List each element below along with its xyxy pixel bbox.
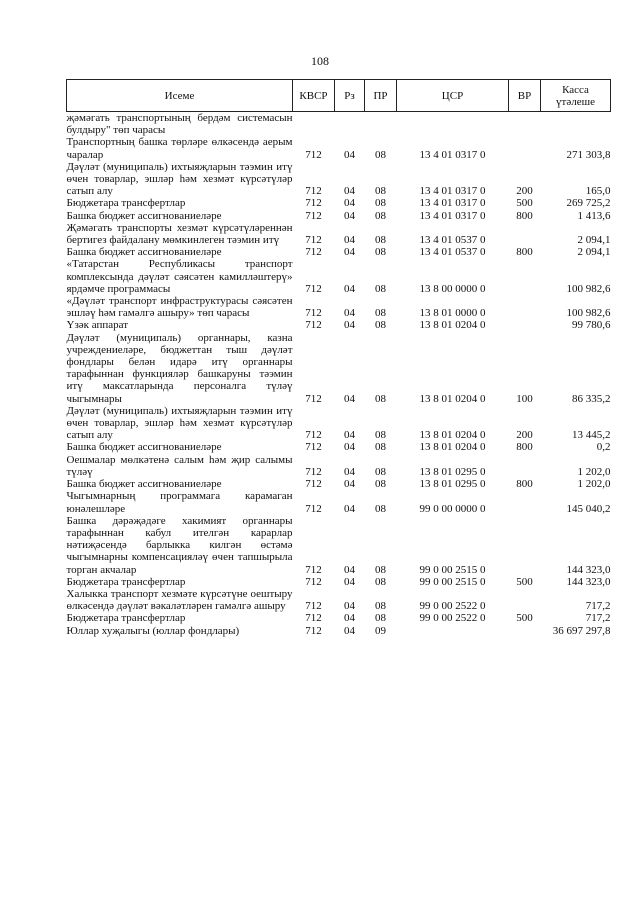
cell-rz (335, 112, 365, 137)
cell-sum: 13 445,2 (572, 429, 611, 442)
cell-name: Бюджетара трансфертлар (66, 575, 186, 588)
cell-sum: 269 725,2 (566, 197, 611, 210)
cell-name: Башка бюджет ассигнованиеләре (66, 441, 222, 454)
cell-name: Бюджетара трансфертлар (66, 197, 186, 210)
cell-name: Башка бюджет ассигнованиеләре (66, 246, 222, 259)
cell-sum: 1 202,0 (577, 478, 611, 491)
cell-pr (365, 112, 397, 137)
cell-csr: 13 8 01 0204 0 (419, 319, 486, 332)
cell-kvsr: 712 (305, 148, 322, 161)
cell-name: «Дәүләт транспорт инфраструктурасы сәясәтен эшләү һәм гамәлгә ашыру» төп чарасы (66, 295, 293, 320)
cell-kvsr: 712 (305, 185, 322, 198)
cell-sum: 271 303,8 (566, 148, 611, 161)
header-pr: ПР (365, 80, 397, 112)
cell-kvsr: 712 (305, 441, 322, 454)
cell-kvsr: 712 (305, 612, 322, 625)
header-vr: ВР (509, 80, 541, 112)
cell-pr: 08 (375, 197, 386, 210)
cell-sum: 717,2 (585, 612, 611, 625)
cell-name: «Татарстан Республикасы транспорт комплексында дәүләт сәясәтен камилләштерү» ярдәмче программасы (66, 258, 293, 295)
cell-sum: 99 780,6 (572, 319, 611, 332)
cell-rz: 04 (344, 465, 355, 478)
table-row (67, 319, 611, 331)
cell-name: Оешмалар мөлкәтенә салым һәм җир салымы түләү (66, 453, 293, 478)
cell-csr: 13 4 01 0317 0 (419, 197, 486, 210)
cell-csr: 13 8 01 0295 0 (419, 478, 486, 491)
table-row (67, 136, 611, 160)
table-row (67, 478, 611, 490)
cell-kvsr: 712 (305, 575, 322, 588)
cell-vr (509, 588, 541, 612)
cell-pr: 08 (375, 575, 386, 588)
cell-vr: 200 (516, 429, 533, 442)
cell-sum: 0,2 (596, 441, 611, 454)
cell-kvsr: 712 (305, 319, 322, 332)
table-row (67, 454, 611, 478)
cell-kvsr: 712 (305, 246, 322, 259)
cell-rz: 04 (344, 148, 355, 161)
cell-rz: 04 (344, 612, 355, 625)
cell-pr: 08 (375, 148, 386, 161)
cell-vr: 500 (516, 612, 533, 625)
header-name: Исеме (67, 80, 293, 112)
cell-pr: 08 (375, 209, 386, 222)
cell-kvsr: 712 (305, 478, 322, 491)
cell-rz: 04 (344, 600, 355, 613)
table-row (67, 441, 611, 453)
cell-csr: 13 4 01 0537 0 (419, 246, 486, 259)
cell-pr: 08 (375, 319, 386, 332)
cell-kvsr: 712 (305, 392, 322, 405)
cell-name: Башка дәрәҗәдәге хакимият органнары тарафыннан кабул ителгән карарлар нәтиҗәсендә барлыкка килгән өстәмә чыгымнарны компенсацияләү өчен тапшырыла торган акчалар (66, 514, 293, 576)
cell-csr (397, 112, 509, 137)
cell-sum: 36 697 297,8 (552, 624, 611, 637)
cell-vr: 100 (516, 392, 533, 405)
cell-sum: 1 413,6 (577, 209, 611, 222)
cell-kvsr: 712 (305, 563, 322, 576)
cell-csr: 13 8 01 0204 0 (419, 429, 486, 442)
table-row (67, 112, 611, 137)
cell-name: Чыгымнарның программага карамаган юнәлешләре (66, 490, 293, 515)
table-header (67, 80, 611, 112)
cell-kvsr: 712 (305, 429, 322, 442)
cell-rz: 04 (344, 185, 355, 198)
cell-vr: 800 (516, 478, 533, 491)
cell-sum: 2 094,1 (577, 246, 611, 259)
cell-csr: 13 4 01 0317 0 (419, 209, 486, 222)
cell-sum: 2 094,1 (577, 234, 611, 247)
cell-csr: 99 0 00 2515 0 (419, 563, 486, 576)
cell-csr: 13 4 01 0537 0 (419, 234, 486, 247)
cell-sum: 717,2 (585, 600, 611, 613)
cell-vr: 500 (516, 197, 533, 210)
cell-csr: 13 8 01 0295 0 (419, 465, 486, 478)
cell-rz: 04 (344, 246, 355, 259)
cell-name: Дәүләт (муниципаль) органнары, казна учреждениеләре, бюджеттан тыш дәүләт фондлары белән идарә итү органнары тарафыннан функцияләр башкаруны тәэмин итү максатларында персоналга түләү чыгымнары (66, 331, 293, 405)
table-body (67, 112, 611, 637)
cell-vr: 200 (516, 185, 533, 198)
table-row (67, 246, 611, 258)
cell-pr: 08 (375, 234, 386, 247)
cell-csr (397, 625, 509, 637)
cell-kvsr: 712 (305, 282, 322, 295)
cell-pr: 08 (375, 307, 386, 320)
cell-vr (509, 319, 541, 331)
cell-csr: 13 4 01 0317 0 (419, 148, 486, 161)
cell-vr (509, 112, 541, 137)
header-rz: Рз (335, 80, 365, 112)
table-row (67, 210, 611, 222)
cell-sum (541, 112, 611, 137)
cell-vr (509, 625, 541, 637)
cell-pr: 08 (375, 465, 386, 478)
cell-vr (509, 258, 541, 295)
cell-csr: 13 8 01 0204 0 (419, 441, 486, 454)
page-number: 108 (311, 54, 329, 68)
cell-rz: 04 (344, 624, 355, 637)
table-row (67, 161, 611, 198)
cell-pr: 08 (375, 429, 386, 442)
cell-kvsr: 712 (305, 234, 322, 247)
cell-kvsr: 712 (305, 197, 322, 210)
cell-sum: 144 323,0 (566, 563, 611, 576)
cell-rz: 04 (344, 429, 355, 442)
budget-table (66, 79, 611, 637)
cell-name: Үзәк аппарат (66, 319, 129, 332)
table-row (67, 197, 611, 209)
cell-pr: 08 (375, 612, 386, 625)
table-row (67, 576, 611, 588)
table-row (67, 612, 611, 624)
cell-vr (509, 295, 541, 319)
cell-rz: 04 (344, 502, 355, 515)
cell-name: Башка бюджет ассигнованиеләре (66, 209, 222, 222)
table-row (67, 258, 611, 295)
cell-pr: 08 (375, 563, 386, 576)
cell-vr (509, 454, 541, 478)
cell-vr: 500 (516, 575, 533, 588)
table-row (67, 588, 611, 612)
cell-name: Башка бюджет ассигнованиеләре (66, 478, 222, 491)
cell-csr: 13 8 01 0204 0 (419, 392, 486, 405)
table-row (67, 332, 611, 405)
cell-pr: 08 (375, 478, 386, 491)
cell-name: Халыкка транспорт хезмәте күрсәтүне оештыру өлкәсендә дәүләт вәкаләтләрен гамәлгә ашыру (66, 587, 293, 613)
cell-kvsr: 712 (305, 465, 322, 478)
cell-sum: 86 335,2 (572, 392, 611, 405)
cell-vr (509, 222, 541, 246)
cell-csr: 99 0 00 0000 0 (419, 502, 486, 515)
table-row (67, 295, 611, 319)
cell-vr (509, 515, 541, 576)
cell-pr: 08 (375, 600, 386, 613)
cell-name: Юллар хуҗалыгы (юллар фондлары) (66, 624, 240, 637)
cell-rz: 04 (344, 234, 355, 247)
table-row (67, 515, 611, 576)
cell-rz: 04 (344, 209, 355, 222)
cell-name: Дәүләт (муниципаль) ихтыяҗларын тәэмин итү өчен товарлар, эшләр һәм хезмәт күрсәтүләр сатып алу (66, 160, 293, 198)
header-sum: Касса үтәлеше (541, 80, 611, 112)
cell-pr: 08 (375, 246, 386, 259)
cell-csr: 99 0 00 2522 0 (419, 612, 486, 625)
cell-pr: 08 (375, 502, 386, 515)
cell-vr: 800 (516, 246, 533, 259)
cell-pr: 08 (375, 392, 386, 405)
cell-rz: 04 (344, 441, 355, 454)
cell-kvsr (293, 112, 335, 137)
header-csr: ЦСР (397, 80, 509, 112)
table-row (67, 625, 611, 637)
cell-vr (509, 136, 541, 160)
cell-pr: 09 (375, 624, 386, 637)
cell-kvsr: 712 (305, 307, 322, 320)
cell-rz: 04 (344, 319, 355, 332)
cell-name: җәмәгать транспортының бердәм системасын булдыру" төп чарасы (66, 112, 293, 137)
cell-rz: 04 (344, 392, 355, 405)
cell-rz: 04 (344, 575, 355, 588)
cell-sum: 144 323,0 (566, 575, 611, 588)
cell-sum: 100 982,6 (566, 282, 611, 295)
cell-kvsr: 712 (305, 624, 322, 637)
cell-csr: 13 4 01 0317 0 (419, 185, 486, 198)
cell-name: Транспортның башка төрләре өлкәсендә аерым чаралар (66, 136, 293, 161)
cell-kvsr: 712 (305, 502, 322, 515)
cell-kvsr: 712 (305, 600, 322, 613)
cell-rz: 04 (344, 197, 355, 210)
cell-name: Җәмәгать транспорты хезмәт күрсәтүләреннән бертигез файдалану мөмкинлеген тәэмин итү (66, 221, 293, 247)
cell-pr: 08 (375, 185, 386, 198)
cell-kvsr: 712 (305, 209, 322, 222)
cell-sum: 1 202,0 (577, 465, 611, 478)
cell-csr: 99 0 00 2522 0 (419, 600, 486, 613)
table-row (67, 405, 611, 442)
cell-csr: 13 8 01 0000 0 (419, 307, 486, 320)
cell-csr: 13 8 00 0000 0 (419, 282, 486, 295)
cell-sum: 165,0 (585, 185, 611, 198)
cell-vr: 800 (516, 441, 533, 454)
table-row (67, 490, 611, 514)
cell-sum: 100 982,6 (566, 307, 611, 320)
table-row (67, 222, 611, 246)
cell-rz: 04 (344, 478, 355, 491)
header-kvsr: КВСР (293, 80, 335, 112)
cell-sum: 145 040,2 (566, 502, 611, 515)
cell-rz: 04 (344, 307, 355, 320)
cell-rz: 04 (344, 563, 355, 576)
cell-pr: 08 (375, 441, 386, 454)
cell-vr (509, 490, 541, 514)
cell-rz: 04 (344, 282, 355, 295)
cell-csr: 99 0 00 2515 0 (419, 575, 486, 588)
cell-vr: 800 (516, 209, 533, 222)
cell-pr: 08 (375, 282, 386, 295)
cell-name: Дәүләт (муниципаль) ихтыяҗларын тәэмин итү өчен товарлар, эшләр һәм хезмәт күрсәтүләр сатып алу (66, 404, 293, 442)
cell-name: Бюджетара трансфертлар (66, 612, 186, 625)
